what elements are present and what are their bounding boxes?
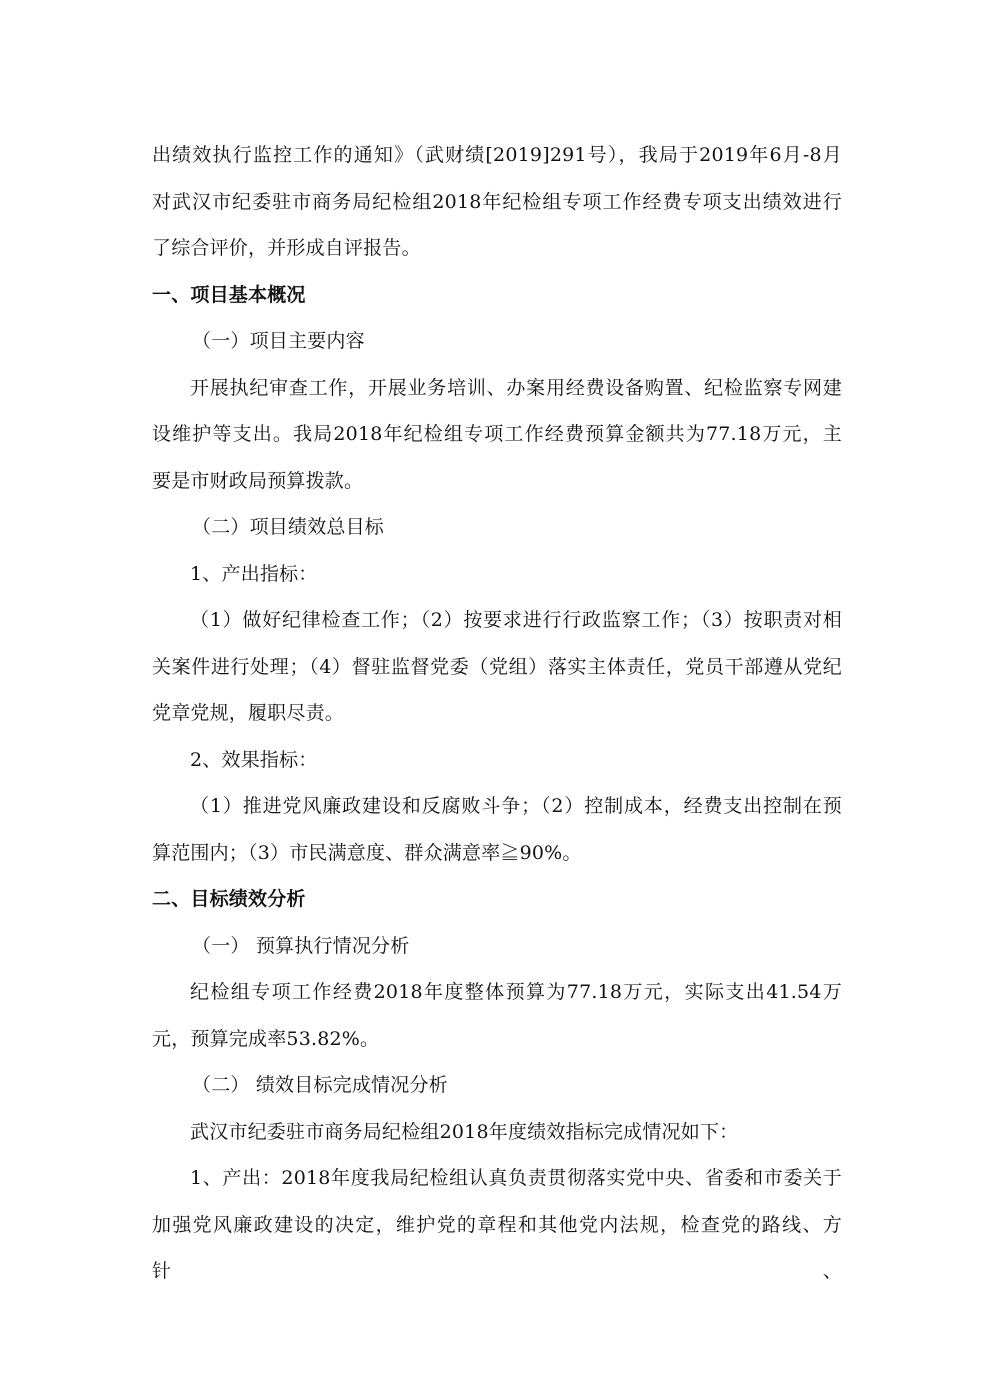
- list-heading: 1、产出指标：: [190, 562, 318, 585]
- subsection-heading: （二）项目绩效总目标: [192, 516, 385, 538]
- paragraph-line: 算范围内；（3）市民满意度、群众满意率≧90%。: [152, 841, 582, 864]
- paragraph-line: 出绩效执行监控工作的通知》（武财绩[2019]291号），我局于2019年6月-8月: [152, 144, 842, 166]
- paragraph-line: 对武汉市纪委驻市商务局纪检组2018年纪检组专项工作经费专项支出绩效进行: [152, 190, 842, 213]
- list-heading: 2、效果指标：: [190, 748, 318, 771]
- section-heading: 二、目标绩效分析: [152, 888, 306, 910]
- paragraph-line: 设维护等支出。我局2018年纪检组专项工作经费预算金额共为77.18万元，主: [152, 423, 842, 445]
- paragraph-line: 1、产出：2018年度我局纪检组认真负责贯彻落实党中央、省委和市委关于: [190, 1167, 842, 1189]
- subsection-heading: （二） 绩效目标完成情况分析: [192, 1074, 448, 1096]
- subsection-heading: （一）项目主要内容: [192, 330, 365, 352]
- paragraph-line: 纪检组专项工作经费2018年度整体预算为77.18万元，实际支出41.54万: [190, 981, 842, 1003]
- paragraph-line: 武汉市纪委驻市商务局纪检组2018年度绩效指标完成情况如下：: [190, 1120, 739, 1143]
- paragraph-line: 党章党规，履职尽责。: [152, 702, 345, 724]
- paragraph-line: 关案件进行处理；（4）督驻监督党委（党组）落实主体责任，党员干部遵从党纪: [152, 655, 842, 678]
- document-body: [152, 132, 842, 1282]
- paragraph-line: （1）做好纪律检查工作；（2）按要求进行行政监察工作；（3）按职责对相: [190, 609, 842, 631]
- paragraph-line: 开展执纪审查工作，开展业务培训、办案用经费设备购置、纪检监察专网建: [190, 376, 842, 399]
- paragraph-line: 元，预算完成率53.82%。: [152, 1027, 380, 1050]
- paragraph-line: 了综合评价，并形成自评报告。: [152, 237, 421, 259]
- paragraph-line: 要是市财政局预算拨款。: [152, 469, 364, 492]
- subsection-heading: （一） 预算执行情况分析: [192, 934, 410, 957]
- section-heading: 一、项目基本概况: [152, 283, 306, 306]
- paragraph-line: （1）推进党风廉政建设和反腐败斗争；（2）控制成本，经费支出控制在预: [190, 795, 842, 817]
- paragraph-line: 加强党风廉政建设的决定，维护党的章程和其他党内法规，检查党的路线、方针、: [152, 1213, 842, 1282]
